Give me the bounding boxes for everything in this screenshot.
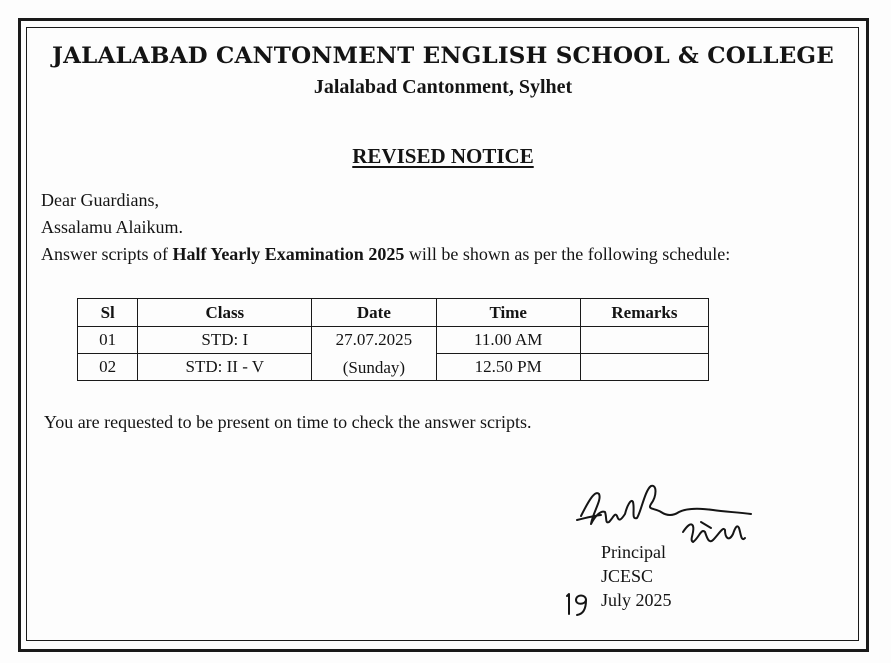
notice-title [26,144,860,169]
header-class: Class [138,299,312,327]
intro-text-after: will be shown as per the following schedule: [404,244,731,264]
cell-time: 12.50 PM [436,354,580,381]
signoff-date: July 2025 [601,590,672,610]
schedule-table [77,298,709,381]
notice-title-text: REVISED NOTICE [352,144,534,168]
school-address: Jalalabad Cantonment, Sylhet [313,76,573,98]
header-remarks: Remarks [580,299,708,327]
table-row [78,327,709,354]
intro-paragraph [41,244,730,265]
table-header-row [78,299,709,327]
cell-sl: 01 [78,327,138,354]
intro-text-before: Answer scripts of [41,244,173,264]
greeting: Assalamu Alaikum. [41,217,183,237]
school-name: JALALABAD CANTONMENT ENGLISH SCHOOL & COLLEGE [51,42,834,69]
cell-date [312,327,436,381]
date-day: (Sunday) [342,357,406,377]
header-date: Date [312,299,436,327]
signatory-institution: JCESC [601,566,654,586]
handwritten-day-19 [562,588,592,620]
cell-sl: 02 [78,354,138,381]
exam-name: Half Yearly Examination 2025 [172,244,405,264]
cell-remarks [580,354,708,381]
cell-class: STD: I [138,327,312,354]
header-sl: Sl [78,299,138,327]
signatory-designation: Principal [601,542,666,562]
date-value: 27.07.2025 [335,329,413,349]
salutation: Dear Guardians, [41,190,159,210]
cell-remarks [580,327,708,354]
cell-class: STD: II - V [138,354,312,381]
header-time: Time [436,299,580,327]
cell-time: 11.00 AM [436,327,580,354]
closing-sentence: You are requested to be present on time to check the answer scripts. [44,412,532,432]
